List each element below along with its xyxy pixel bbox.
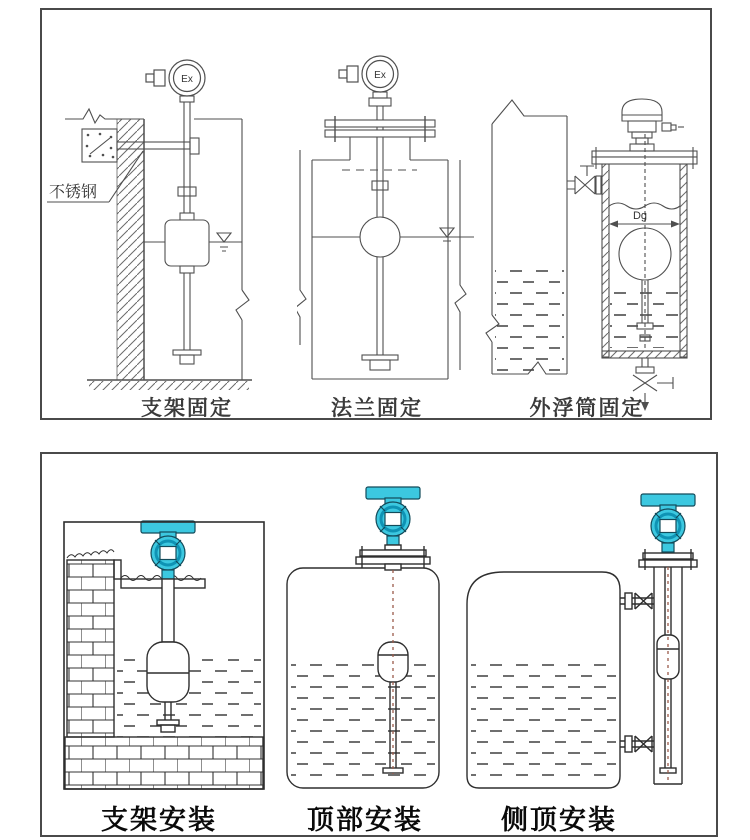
ex-marking: Ex [374,70,386,81]
brick-floor [65,737,263,789]
connection-pipe-upper [620,593,654,609]
fixing-methods-panel [40,8,712,420]
side-top-installation-diagram [462,484,718,794]
ex-transmitter-head-icon [146,60,205,102]
tank-wall-break [455,160,466,370]
float-body [165,213,209,273]
liquid-level-symbol [440,228,454,241]
installation-methods-panel [40,452,718,837]
stainless-steel-label: 不锈钢 [49,184,98,201]
isolation-valve-top-icon [567,166,601,194]
caption-bracket-fixing: 支架固定 [141,397,233,420]
float-body [147,642,189,702]
ground-hatch [89,381,249,390]
flange-fixing-diagram [297,50,487,395]
caption-side-top-installation: 侧顶安装 [501,805,617,835]
junction-box-head-icon [622,99,684,151]
process-vessel [486,100,567,374]
caption-flange-fixing: 法兰固定 [331,397,423,420]
mounting-flange [356,546,430,570]
ex-transmitter-head-icon [339,56,398,106]
ex-marking: Ex [181,74,193,85]
float-ball [360,217,400,257]
brick-wall [67,560,114,737]
top-installation-diagram [282,484,467,794]
dg-label: Dg [632,210,648,222]
liquid [291,656,435,784]
bracket-installation-diagram [57,512,272,797]
transmitter-head-icon [641,494,695,552]
wall-hatch [117,119,144,380]
caption-bracket-installation: 支架安装 [101,805,217,835]
connection-pipe-lower [620,736,654,752]
bracket-fixing-diagram [47,50,287,395]
transmitter-head-icon [366,487,420,545]
flange-plate [325,116,435,142]
tank-wall-break [297,150,306,345]
caption-top-installation: 顶部安装 [307,805,423,835]
transmitter-head-icon [141,521,195,579]
liquid [471,658,616,784]
external-chamber-fixing-diagram [482,90,712,420]
caption-external-chamber-fixing: 外浮筒固定 [529,397,645,420]
